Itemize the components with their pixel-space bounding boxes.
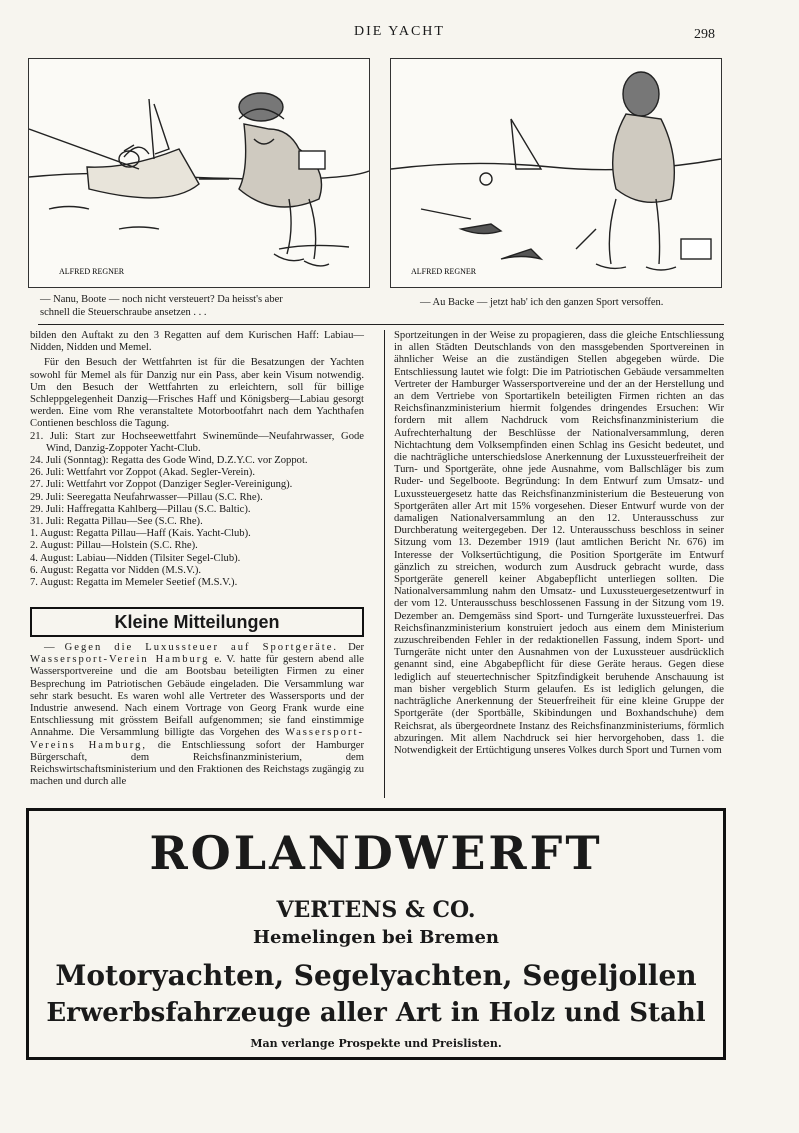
right-cartoon-caption: — Au Backe — jetzt hab' ich den ganzen Sport versoffen.: [420, 297, 664, 308]
ad-note: Man verlange Prospekte und Preislisten.: [250, 1037, 502, 1050]
event-item: 31. Juli: Regatta Pillau—See (S.C. Rhe).: [30, 516, 203, 528]
running-head: DIE YACHT: [354, 24, 445, 39]
top-divider: [38, 324, 724, 325]
left-column: [30, 330, 364, 589]
right-cartoon-drawing: [391, 59, 721, 287]
left-cartoon-caption: [40, 293, 370, 319]
article-title: Gegen die Luxussteuer auf Sportgeräte.: [64, 642, 339, 653]
ad-company: ROLANDWERFT: [149, 826, 603, 880]
right-signature: ALFRED REGNER: [411, 267, 477, 276]
event-item: 2. August: Pillau—Holstein (S.C. Rhe).: [30, 540, 198, 552]
event-item: 1. August: Regatta Pillau—Haff (Kais. Yacht-Club).: [30, 528, 251, 540]
event-item: 26. Juli: Wettfahrt vor Zoppot (Akad. Segler-Verein).: [30, 467, 255, 479]
event-item: 29. Juli: Seeregatta Neufahrwasser—Pillau (S.C. Rhe).: [30, 491, 263, 503]
event-item: 6. August: Regatta vor Nidden (M.S.V.).: [30, 564, 202, 576]
event-item: 4. August: Labiau—Nidden (Tilsiter Segel-Club).: [30, 552, 241, 564]
article-body: e. V. hatte für gestern abend alle Wassersportvereine und die am Bootsbau beteiligten Firmen zu einer Besprechung im Patriotischen Gebäude eingeladen. Die Versammlung war sehr stark besucht. Es waren wohl alle Vertreter des Wassersports und der Industrie anwesend. Nach einem Vortrage von Georg Frank wurde eine Entschliessung mit grösstem Beifall aufgenommen; sie fand einstimmige Annahme. Die Versammlung billigte das Vorgehen des: [30, 654, 364, 739]
event-item: 7. August: Regatta im Memeler Seetief (M.S.V.).: [30, 577, 238, 589]
ad-products: Motoryachten, Segelyachten, Segeljollen: [55, 959, 697, 992]
ad-firm: VERTENS & CO.: [276, 897, 476, 923]
left-cartoon: [28, 58, 370, 288]
event-item: 27. Juli: Wettfahrt vor Zoppot (Danziger Segler-Vereinigung).: [30, 479, 293, 491]
left-signature: ALFRED REGNER: [59, 267, 125, 276]
club-name-2: Wassersport-Vereins Hamburg,: [30, 727, 364, 751]
ad-location: Hemelingen bei Bremen: [253, 927, 499, 948]
article-lead: Der: [348, 642, 364, 653]
right-column: Sportzeitungen in der Weise zu propagieren, dass die gleiche Entschliessung in allen Städten Deutschlands von den massgebenden Sportvereinen in ähnlicher Weise an die zuständigen Stellen abgegeben würde. Die Entschliessung lautet wie folgt: Die im Patriotischen Gebäude versammelten Vertreter der Hamburger Wassersportvereine und der an der Herstellung und an dem Vertriebe von Sportartikeln beteiligten Firmen richten an das Reichsfinanzministerium hiermit folgendes dringendes Ersuchen: Wir fordern mit allem Nachdruck vom Reichsfinanzministerium die Aufrechterhaltung der Beschlüsse der Nationalversammlung, deren Nichtachtung dem Volksempfinden einen Schlag ins Gesicht bedeutet, und die nachträgliche unterschiedslose Anerkennung der Luxussteuerfreiheit der Turn- und Sportgeräte, ohne jede Ausnahme, vom Ballschläger bis zum Ruder- und Segelboote. Begründung: In dem Entwurf zum Umsatz- und Luxussteuergesetz hatte das Reichsfinanzministerium die Besteuerung von Sportgeräten aller Art mit 15% vorgesehen. Dieser Entwurf wurde von der damaligen Nationalversammlung an den 12. Unterausschuss zur Durchberatung weitergegeben. Der 12. Unterausschuss beschloss in seiner Sitzung vom 13. Dezember 1919 (laut amtlichen Bericht Nr. 676) im Interesse der Volksertüchtigung, die Position Sportgeräte im Entwurf gänzlich zu streichen, wodurch zum Ausdruck gebracht wurde, dass Sportgeräte generell keiner Abgabepflicht unterliegen sollten. Die Nationalversammlung nahm den Umsatz- und Luxussteuergesetzentwurf in der vom 12. Unterausschuss beschlossenen Fassung in der Sitzung vom 19. Dezember an. Demgemäss sind Sport- und Turngeräte luxussteuerfrei. Das Reichsfinanzministerium konstruiert jedoch aus einem dem Ministerium zuzuschreibenden Fehler in der redaktionellen Fassung, indem Sport- und Turngeräte nicht unter den Ausnahmen von der Luxussteuer ausdrücklich genannt sind, eine Abgabepflicht für diese Geräte heraus. Gegen diese lediglich auf steuertechnischer Spitzfindigkeit beruhende Anschauung ist man bisher vergeblich Sturm gelaufen. Es ist lediglich gelungen, die nachträgliche Anerkennung der Steuerfreiheit für eine kleine Gruppe der Sportgeräte (der Sportbälle, Skibindungen und Boxhandschuhe) dem Reichsrat, als übergeordnete Instanz des Reichsfinanzministeriums, förmlich abzuringen. Mit allem Nachdruck sei hier hervorgehoben, dass 1. die Notwendigkeit der Ertüchtigung unseres Volkes durch Sport und Turnen vom: [394, 330, 724, 756]
event-item: 29. Juli: Haffregatta Kahlberg—Pillau (S.C. Baltic).: [30, 503, 251, 515]
event-item: 24. Juli (Sonntag): Regatta des Gode Wind, D.Z.Y.C. vor Zoppot.: [30, 455, 308, 467]
rolandwerft-advertisement: [26, 808, 726, 1060]
travel-paragraph: Für den Besuch der Wettfahrten ist für die Besatzungen der Yachten sowohl für Memel als für Danzig nur ein Pass, aber kein Visum notwendig. Um den Besuch der Wettfahrten zu erleichtern, soll für billige Schleppgelegenheit Danzig—Frisches Haff und Königsberg—Labiau gesorgt werden. Eine vom Rhe veranstaltete Motorbootfahrt nach dem Yachthafen Contienen beschloss die Tagung.: [30, 357, 364, 430]
event-item: 21. Juli: Start zur Hochseewettfahrt Swinemünde—Neufahrwasser, Gode Wind, Danzig-Zoppoter Yacht-Club.: [30, 430, 364, 454]
club-name: Wassersport-Verein Hamburg: [30, 654, 210, 666]
page-number: 298: [694, 27, 715, 42]
article-body-2: die Entschliessung sofort der Hamburger Bürgerschaft, dem Reichsfinanzministerium, dem Reichswirtschaftsministerium und den Fraktionen des Reichstags zugängig zu machen und durch alle: [30, 739, 364, 788]
intro-paragraph: bilden den Auftakt zu den 3 Regatten auf dem Kurischen Haff: Labiau—Nidden, Nidden und Memel.: [30, 330, 364, 354]
left-caption-line2: schnell die Steuerschraube ansetzen . . .: [40, 307, 207, 318]
column-rule: [384, 330, 385, 798]
section-heading: Kleine Mitteilungen: [30, 607, 364, 637]
left-cartoon-drawing: [29, 59, 369, 287]
right-cartoon: [390, 58, 722, 288]
article-text: — Gegen die Luxussteuer auf Sportgeräte. Der Wassersport-Verein Hamburg e. V. hatte für gestern abend alle Wassersportvereine und die am Bootsbau beteiligten Firmen zu einer Besprechung im Patriotischen Gebäude eingeladen. Die Versammlung war sehr stark besucht. Es waren wohl alle Vertreter des Wassersports und der Industrie anwesend. Nach einem Vortrage von Georg Frank wurde eine Entschliessung mit grösstem Beifall aufgenommen; sie fand einstimmige Annahme. Die Versammlung billigte das Vorgehen des Wassersport-Vereins Hamburg, die Entschliessung sofort der Hamburger Bürgerschaft, dem Reichsfinanzministerium, dem Reichswirtschaftsministerium und den Fraktionen des Reichstags zugängig zu machen und durch alle: [30, 642, 364, 788]
ad-products-2: Erwerbsfahrzeuge aller Art in Holz und Stahl: [46, 998, 706, 1028]
left-caption-line1: — Nanu, Boote — noch nicht versteuert? Da heisst's aber: [40, 294, 283, 305]
